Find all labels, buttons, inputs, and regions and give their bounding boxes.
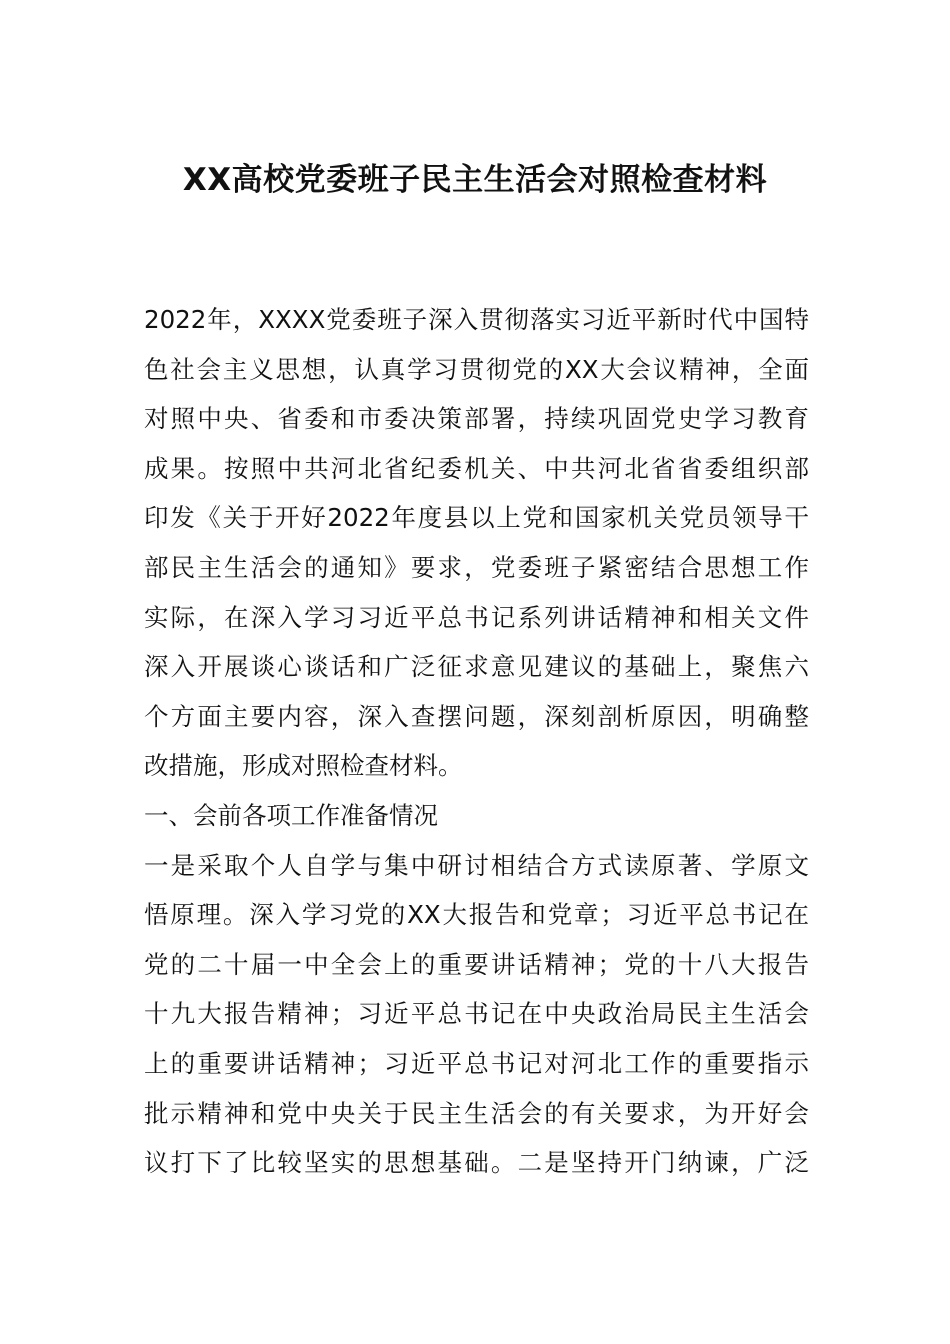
body-line: 2022年，XXXX党委班子深入贯彻落实习近平新时代中国特 [144, 305, 809, 334]
document-body [144, 295, 809, 1188]
body-line: 批示精神和党中央关于民主生活会的有关要求，为开好会 [144, 1098, 809, 1128]
body-line: 党的二十届一中全会上的重要讲话精神；党的十八大报告 [144, 949, 809, 979]
paragraph-end-line: 改措施，形成对照检查材料。 [144, 751, 463, 781]
body-line: 深入开展谈心谈话和广泛征求意见建议的基础上，聚焦六 [144, 652, 809, 682]
body-line: 对照中央、省委和市委决策部署，持续巩固党史学习教育 [144, 404, 809, 434]
document-title: XX高校党委班子民主生活会对照检查材料 [182, 162, 768, 198]
body-line: 实际，在深入学习习近平总书记系列讲话精神和相关文件 [144, 602, 809, 632]
body-line: 成果。按照中共河北省纪委机关、中共河北省省委组织部 [144, 453, 809, 483]
body-line: 印发《关于开好2022年度县以上党和国家机关党员领导干 [144, 503, 809, 533]
body-line: 一是采取个人自学与集中研讨相结合方式读原著、学原文 [144, 850, 809, 880]
body-line: 十九大报告精神；习近平总书记在中央政治局民主生活会 [144, 999, 809, 1029]
body-line: 上的重要讲话精神；习近平总书记对河北工作的重要指示 [144, 1048, 809, 1078]
body-line: 议打下了比较坚实的思想基础。二是坚持开门纳谏，广泛 [144, 1148, 809, 1178]
body-line: 色社会主义思想，认真学习贯彻党的XX大会议精神，全面 [144, 354, 809, 384]
body-line: 个方面主要内容，深入查摆问题，深刻剖析原因，明确整 [144, 701, 809, 731]
body-line: 悟原理。深入学习党的XX大报告和党章；习近平总书记在 [144, 900, 809, 930]
body-line: 部民主生活会的通知》要求，党委班子紧密结合思想工作 [144, 552, 809, 582]
section-heading: 一、会前各项工作准备情况 [144, 800, 438, 830]
